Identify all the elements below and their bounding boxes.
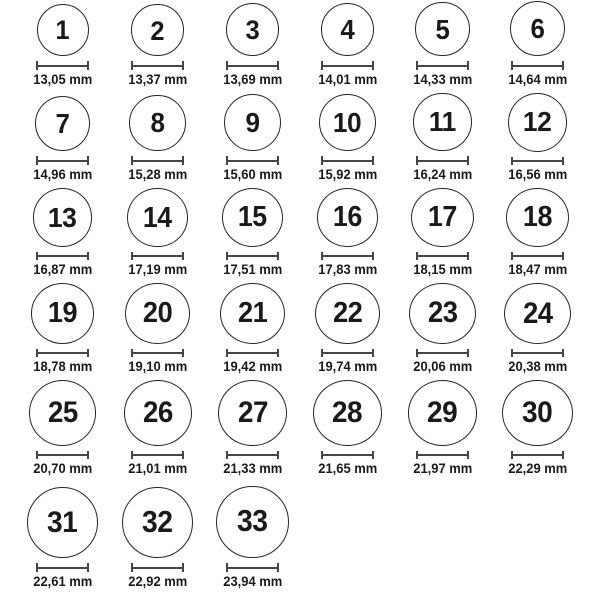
ring-size-cell — [490, 0, 585, 93]
ring-size-number: 26 — [142, 396, 173, 430]
ring-size-number: 6 — [530, 13, 545, 45]
ring-circle — [317, 188, 379, 247]
ring-size-number: 23 — [427, 296, 458, 329]
diameter-label: 21,33 mm — [222, 461, 283, 477]
ring-circle — [220, 283, 285, 344]
ring-circle — [33, 188, 93, 247]
ring-size-cell — [110, 482, 205, 595]
diameter-label: 22,92 mm — [127, 574, 188, 590]
ring-size-number: 10 — [333, 106, 362, 138]
diameter-label: 14,01 mm — [317, 72, 378, 88]
diameter-label: 20,70 mm — [32, 461, 93, 477]
ring-circle — [27, 487, 98, 558]
ring-size-cell — [110, 283, 205, 380]
diameter-measure-line — [321, 451, 374, 460]
ring-size-cell — [395, 0, 490, 93]
ring-circle — [411, 188, 473, 247]
ring-size-number: 4 — [340, 13, 355, 45]
diameter-label: 15,28 mm — [127, 167, 188, 183]
ring-size-cell — [110, 188, 205, 283]
ring-size-number: 30 — [522, 396, 553, 430]
diameter-label: 13,69 mm — [222, 72, 283, 88]
ring-circle — [122, 487, 194, 559]
ring-size-cell — [110, 0, 205, 93]
diameter-measure-line — [131, 563, 184, 572]
diameter-measure-line — [131, 156, 184, 165]
diameter-measure-line — [131, 61, 184, 70]
ring-size-cell — [110, 380, 205, 482]
ring-size-number: 14 — [143, 201, 172, 234]
ring-size-cell — [15, 380, 110, 482]
ring-circle — [29, 380, 96, 446]
ring-circle — [321, 3, 375, 57]
diameter-measure-line — [226, 349, 279, 357]
ring-size-number: 33 — [237, 505, 268, 539]
diameter-measure-line — [511, 157, 564, 166]
ring-size-number: 18 — [522, 201, 553, 234]
ring-size-cell — [300, 93, 395, 188]
ring-size-cell — [110, 93, 205, 188]
diameter-measure-line — [321, 61, 374, 70]
ring-size-cell — [205, 93, 300, 188]
diameter-measure-line — [226, 61, 279, 70]
diameter-label: 21,97 mm — [412, 461, 473, 477]
ring-size-cell — [205, 188, 300, 283]
ring-size-number: 12 — [523, 106, 552, 138]
ring-size-number: 15 — [238, 201, 267, 234]
diameter-label: 16,24 mm — [412, 167, 473, 183]
ring-size-number: 25 — [47, 396, 78, 430]
ring-size-cell — [490, 93, 585, 188]
ring-size-cell — [15, 93, 110, 188]
ring-circle — [216, 486, 288, 558]
diameter-label: 17,51 mm — [222, 262, 283, 278]
ring-size-cell — [205, 0, 300, 93]
ring-circle — [37, 4, 89, 56]
ring-circle — [124, 380, 192, 446]
diameter-label: 21,65 mm — [317, 461, 378, 477]
ring-circle — [413, 93, 471, 151]
ring-circle — [506, 188, 569, 247]
diameter-label: 13,05 mm — [32, 72, 93, 88]
ring-circle — [408, 380, 478, 446]
diameter-measure-line — [36, 563, 89, 572]
diameter-label: 20,38 mm — [507, 359, 568, 375]
ring-size-cell — [395, 283, 490, 380]
ring-circle — [313, 380, 382, 446]
ring-circle — [224, 94, 281, 151]
diameter-measure-line — [321, 156, 374, 165]
diameter-measure-line — [36, 156, 89, 165]
ring-size-cell — [205, 283, 300, 380]
diameter-label: 15,92 mm — [317, 167, 378, 183]
diameter-measure-line — [131, 349, 184, 358]
diameter-label: 22,61 mm — [32, 574, 93, 590]
ring-size-number: 8 — [150, 107, 165, 139]
diameter-label: 16,87 mm — [32, 262, 93, 278]
diameter-measure-line — [226, 451, 279, 460]
ring-size-number: 16 — [333, 201, 362, 234]
ring-size-cell — [395, 188, 490, 283]
ring-circle — [226, 3, 279, 56]
diameter-label: 21,01 mm — [127, 461, 188, 477]
diameter-label: 14,33 mm — [412, 72, 473, 88]
diameter-label: 13,37 mm — [127, 72, 188, 88]
diameter-measure-line — [226, 252, 279, 261]
diameter-measure-line — [321, 349, 374, 357]
diameter-measure-line — [36, 252, 89, 261]
diameter-measure-line — [511, 252, 564, 260]
ring-size-number: 17 — [428, 201, 457, 234]
diameter-measure-line — [131, 451, 184, 460]
ring-circle — [409, 283, 475, 344]
ring-circle — [508, 93, 567, 152]
ring-size-cell — [395, 93, 490, 188]
diameter-label: 17,83 mm — [317, 262, 378, 278]
ring-size-number: 20 — [142, 297, 173, 330]
diameter-measure-line — [321, 252, 374, 261]
diameter-label: 20,06 mm — [412, 359, 473, 375]
ring-size-cell — [300, 283, 395, 380]
ring-size-number: 31 — [47, 505, 78, 539]
ring-size-cell — [15, 188, 110, 283]
ring-size-cell — [300, 380, 395, 482]
ring-size-cell — [15, 482, 110, 595]
ring-size-number: 1 — [55, 14, 70, 45]
diameter-label: 23,94 mm — [222, 574, 283, 590]
diameter-measure-line — [36, 451, 89, 460]
ring-circle — [129, 95, 185, 151]
ring-size-cell — [490, 188, 585, 283]
ring-size-number: 24 — [522, 296, 553, 330]
ring-size-cell — [300, 188, 395, 283]
ring-size-number: 29 — [427, 396, 458, 430]
ring-size-number: 21 — [237, 297, 268, 330]
ring-size-cell — [490, 283, 585, 380]
diameter-label: 16,56 mm — [507, 167, 568, 183]
ring-size-grid — [15, 0, 585, 595]
diameter-measure-line — [416, 156, 469, 165]
ring-size-cell — [205, 482, 300, 595]
diameter-measure-line — [416, 61, 469, 70]
ring-circle — [35, 96, 91, 152]
ring-circle — [502, 380, 573, 446]
ring-size-cell — [15, 0, 110, 93]
diameter-measure-line — [131, 252, 184, 261]
ring-size-number: 7 — [55, 107, 70, 139]
diameter-label: 22,29 mm — [507, 461, 568, 477]
diameter-measure-line — [36, 61, 89, 70]
diameter-label: 18,47 mm — [507, 262, 568, 278]
ring-size-number: 11 — [429, 106, 456, 138]
diameter-measure-line — [36, 349, 89, 358]
ring-size-number: 5 — [435, 13, 450, 45]
diameter-measure-line — [226, 563, 279, 572]
diameter-label: 19,74 mm — [317, 359, 378, 375]
diameter-label: 18,15 mm — [412, 262, 473, 278]
diameter-measure-line — [416, 252, 469, 261]
ring-size-cell — [300, 0, 395, 93]
diameter-measure-line — [511, 61, 564, 70]
ring-size-number: 3 — [245, 14, 260, 46]
ring-circle — [504, 283, 571, 344]
ring-size-cell — [395, 380, 490, 482]
ring-size-number: 22 — [332, 297, 363, 329]
ring-size-number: 28 — [332, 396, 363, 430]
diameter-label: 18,78 mm — [32, 359, 93, 375]
diameter-label: 14,64 mm — [507, 72, 568, 88]
ring-size-cell — [205, 380, 300, 482]
ring-circle — [218, 380, 287, 446]
ring-size-number: 9 — [245, 107, 260, 139]
diameter-label: 15,60 mm — [222, 167, 283, 183]
diameter-label: 14,96 mm — [32, 167, 93, 183]
diameter-label: 19,42 mm — [222, 359, 283, 375]
diameter-label: 19,10 mm — [127, 359, 188, 375]
diameter-label: 17,19 mm — [127, 262, 188, 278]
ring-circle — [125, 283, 189, 344]
ring-size-number: 2 — [150, 14, 165, 46]
ring-size-number: 32 — [142, 505, 173, 539]
diameter-measure-line — [511, 451, 564, 459]
diameter-measure-line — [416, 451, 469, 459]
ring-circle — [222, 188, 283, 247]
ring-circle — [127, 188, 187, 247]
ring-circle — [510, 1, 565, 56]
ring-circle — [131, 4, 184, 57]
ring-size-cell — [15, 283, 110, 380]
ring-circle — [31, 283, 95, 344]
ring-circle — [315, 283, 380, 344]
ring-circle — [415, 2, 470, 57]
diameter-measure-line — [511, 349, 564, 357]
diameter-measure-line — [226, 156, 279, 165]
diameter-measure-line — [416, 349, 469, 357]
ring-size-number: 19 — [47, 297, 78, 330]
ring-size-number: 27 — [237, 396, 268, 430]
ring-size-cell — [490, 380, 585, 482]
ring-circle — [319, 94, 377, 152]
ring-size-number: 13 — [48, 201, 77, 234]
